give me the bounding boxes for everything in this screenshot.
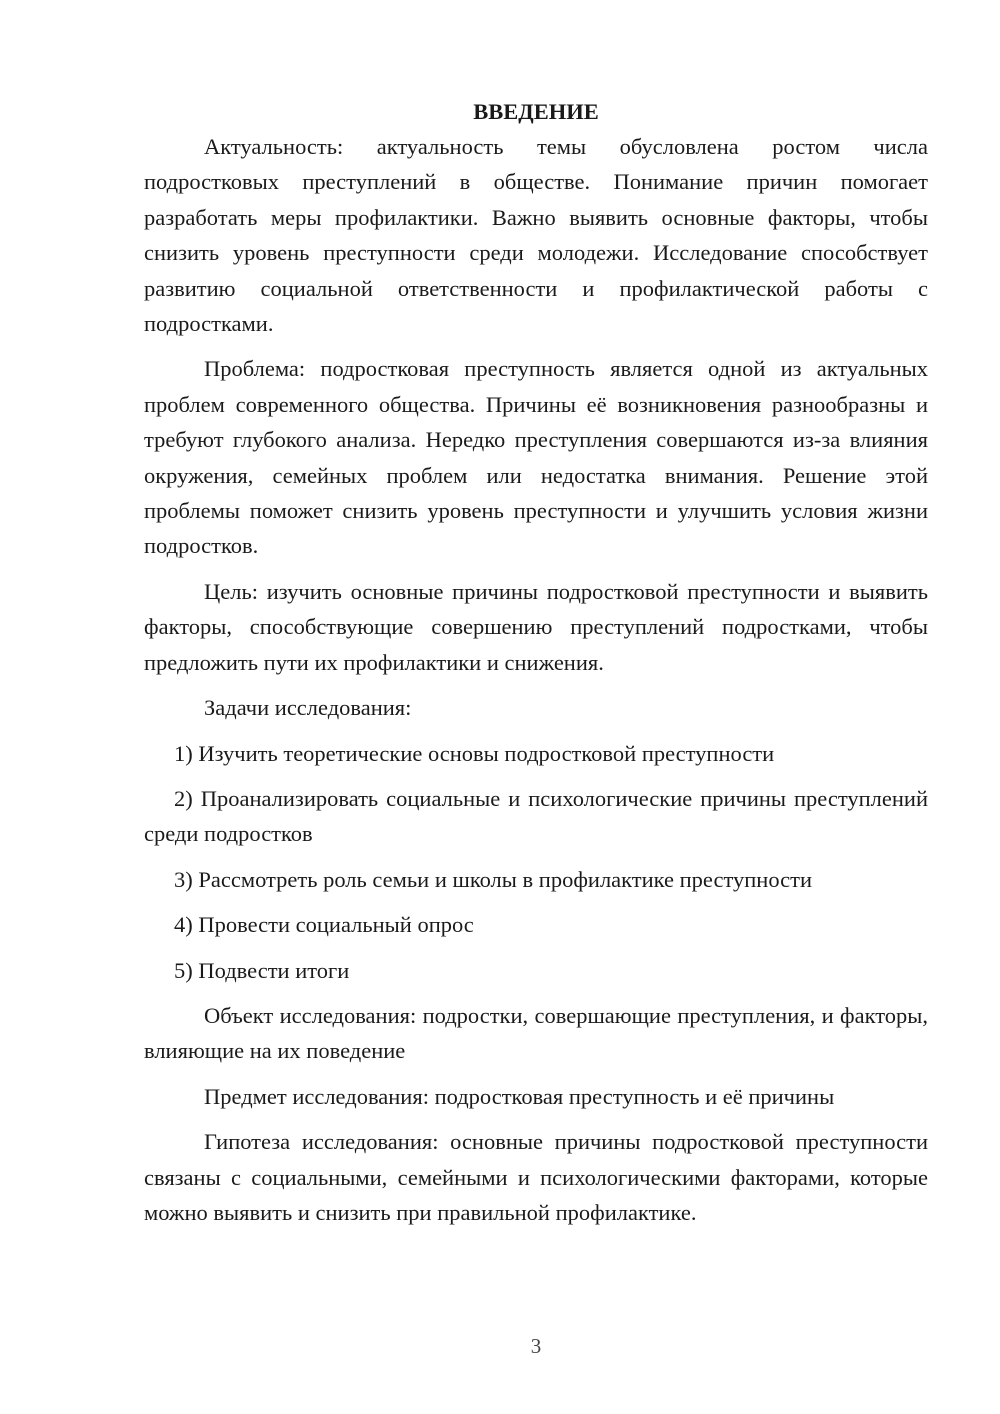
- task-item-4: 4) Провести социальный опрос: [174, 912, 474, 938]
- task-item-1: 1) Изучить теоретические основы подростковой преступности: [174, 740, 775, 766]
- subject-paragraph: Предмет исследования: подростковая преступность и её причины: [204, 1083, 835, 1109]
- problem-paragraph: Проблема: подростковая преступность является одной из актуальных проблем современного общества. Причины её возникновения разнообразны и требуют глубокого анализа. Нередко преступления совершаются из-за влияния окружения, семейных проблем или недостатка внимания. Решение этой проблемы поможет снизить уровень преступности и улучшить условия жизни подростков.: [144, 356, 928, 559]
- section-title: ВВЕДЕНИЕ: [473, 99, 599, 124]
- relevance-paragraph: Актуальность: актуальность темы обусловлена ростом числа подростковых преступлений в обществе. Понимание причин помогает разработать меры профилактики. Важно выявить основные факторы, чтобы снизить уровень преступности среди молодежи. Исследование способствует развитию социальной ответственности и профилактической работы с подростками.: [144, 134, 928, 337]
- task-item-5: 5) Подвести итоги: [174, 957, 350, 983]
- tasks-heading: Задачи исследования:: [204, 695, 412, 721]
- object-paragraph: Объект исследования: подростки, совершающие преступления, и факторы, влияющие на их поведение: [144, 1002, 928, 1064]
- task-item-3: 3) Рассмотреть роль семьи и школы в профилактике преступности: [174, 866, 813, 892]
- hypothesis-paragraph: Гипотеза исследования: основные причины подростковой преступности связаны с социальными, семейными и психологическими факторами, которые можно выявить и снизить при правильной профилактике.: [144, 1129, 928, 1225]
- page-number: 3: [530, 1334, 542, 1358]
- page-content: [144, 94, 928, 1230]
- goal-paragraph: Цель: изучить основные причины подростковой преступности и выявить факторы, способствующие совершению преступлений подростками, чтобы предложить пути их профилактики и снижения.: [144, 578, 928, 675]
- task-item-2: 2) Проанализировать социальные и психологические причины преступлений среди подростков: [144, 785, 928, 847]
